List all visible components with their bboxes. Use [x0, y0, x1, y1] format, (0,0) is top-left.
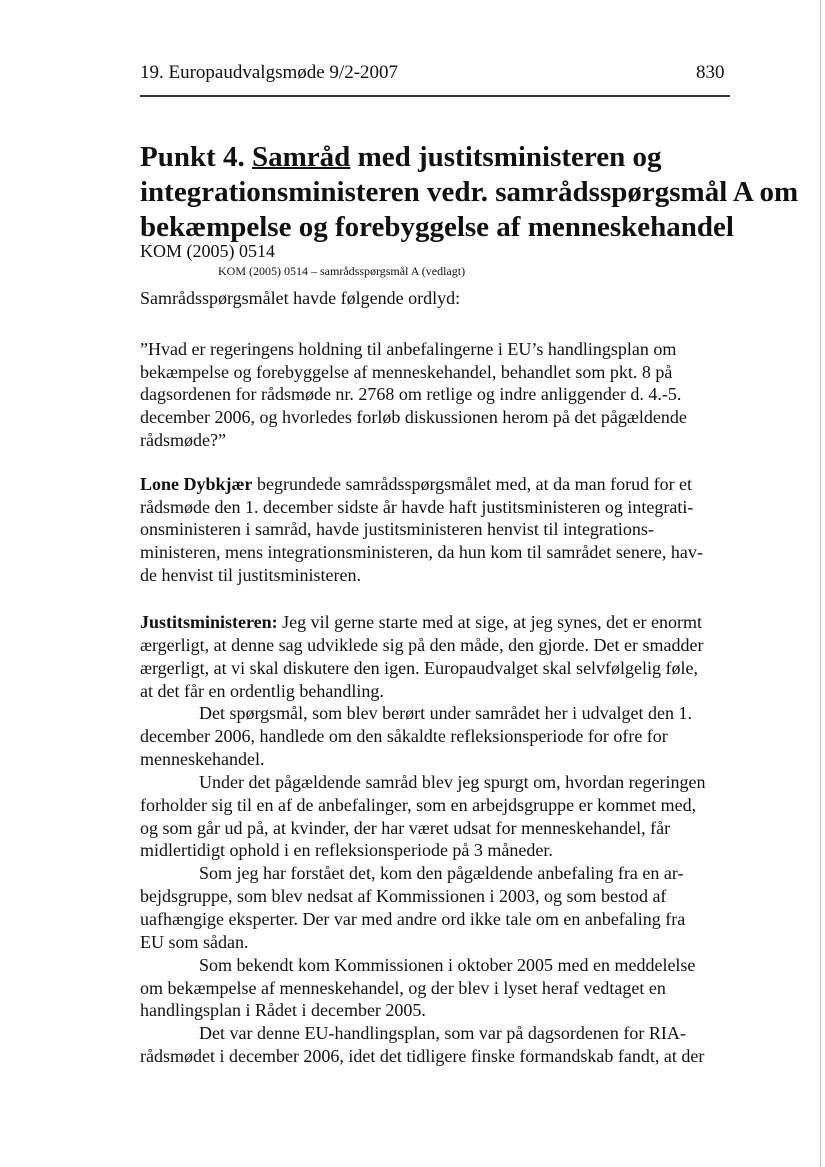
text-line: EU som sådan.: [140, 931, 249, 952]
text-line: handlingsplan i Rådet i december 2005.: [140, 1000, 426, 1021]
body-paragraph: [140, 702, 706, 771]
text-line: menneskehandel.: [140, 749, 265, 770]
scan-edge: [820, 0, 821, 1167]
text-line: de henvist til justitsministeren.: [140, 564, 361, 585]
kom-attachment-link[interactable]: KOM (2005) 0514 – samrådsspørgsmål A (vedlagt): [218, 264, 466, 278]
lone-dybkjaer-paragraph: [140, 473, 703, 587]
text-line: onsministeren i samråd, havde justitsministeren henvist til integrations-: [140, 519, 654, 540]
text-line: Det spørgsmål, som blev berørt under samrådet her i udvalget den 1.: [199, 703, 693, 724]
header-rule: [140, 95, 730, 97]
title-prefix: Punkt 4.: [140, 141, 253, 173]
minister-speech: [140, 611, 706, 1068]
text-line: december 2006, handlede om den såkaldte refleksionsperiode for ofre for: [140, 726, 668, 747]
text-line: ærgerligt, at vi skal diskutere den igen. Europaudvalget skal selvfølgelig føle,: [140, 657, 699, 678]
text-line: Som bekendt kom Kommissionen i oktober 2005 med en meddelelse: [199, 954, 696, 975]
body-paragraph: [140, 862, 706, 953]
speaker-name: Justitsministeren:: [140, 612, 278, 632]
text-line: begrundede samrådsspørgsmålet med, at da man forud for et: [252, 474, 693, 494]
section-title: [140, 140, 798, 245]
text-line: ”Hvad er regeringens holdning til anbefalingerne i EU’s handlingsplan om: [140, 339, 677, 359]
text-line: rådsmøde?”: [140, 429, 226, 450]
page-number: 830: [696, 62, 725, 83]
text-line: Under det pågældende samråd blev jeg spurgt om, hvordan regeringen: [199, 771, 706, 792]
body-paragraph: [140, 1022, 706, 1068]
text-line: ærgerligt, at denne sag udviklede sig på den måde, den gjorde. Det er smadder: [140, 634, 704, 655]
text-line: dagsordenen for rådsmøde nr. 2768 om retlige og indre anliggender d. 4.-5.: [140, 384, 682, 405]
text-line: rådsmødet i december 2006, idet det tidligere finske formandskab fandt, at der: [140, 1046, 705, 1067]
text-line: om bekæmpelse af menneskehandel, og der blev i lyset heraf vedtaget en: [140, 977, 666, 998]
kom-reference: KOM (2005) 0514: [140, 241, 275, 261]
body-paragraph: [140, 771, 706, 862]
title-line1: med justitsministeren og: [350, 141, 662, 173]
text-line: Jeg vil gerne starte med at sige, at jeg synes, det er enormt: [277, 612, 703, 632]
running-header: 19. Europaudvalgsmøde 9/2-2007: [140, 62, 399, 83]
text-line: uafhængige eksperter. Der var med andre ord ikke tale om en anbefaling fra: [140, 908, 686, 929]
question-paragraph: [140, 338, 687, 452]
text-line: bejdsgruppe, som blev nedsat af Kommissionen i 2003, og som bestod af: [140, 886, 667, 907]
text-line: rådsmøde den 1. december sidste år havde haft justitsministeren og integrati-: [140, 496, 694, 517]
speaker-name: Lone Dybkjær: [140, 474, 253, 494]
text-line: at det får en ordentlig behandling.: [140, 680, 384, 701]
samraad-link[interactable]: Samråd: [252, 141, 351, 173]
title-line3: bekæmpelse og forebyggelse af menneskehandel: [140, 211, 734, 243]
text-line: Det var denne EU-handlingsplan, som var på dagsordenen for RIA-: [199, 1023, 686, 1044]
text-line: december 2006, og hvorledes forløb diskussionen herom på det pågældende: [140, 407, 687, 428]
text-line: bekæmpelse og forebyggelse af menneskehandel, behandlet som pkt. 8 på: [140, 361, 673, 382]
intro-text: Samrådsspørgsmålet havde følgende ordlyd:: [140, 288, 461, 308]
text-line: midlertidigt ophold i en refleksionsperiode på 3 måneder.: [140, 840, 553, 861]
text-line: Som jeg har forstået det, kom den pågældende anbefaling fra en ar-: [199, 863, 684, 884]
body-paragraph: [140, 954, 706, 1023]
text-line: ministeren, mens integrationsministeren, da hun kom til samrådet senere, hav-: [140, 542, 703, 563]
text-line: og som går ud på, at kvinder, der har været udsat for menneskehandel, får: [140, 817, 671, 838]
title-line2: integrationsministeren vedr. samrådsspørgsmål A om: [140, 176, 799, 208]
text-line: forholder sig til en af de anbefalinger, som en arbejdsgruppe er kommet med,: [140, 794, 697, 815]
